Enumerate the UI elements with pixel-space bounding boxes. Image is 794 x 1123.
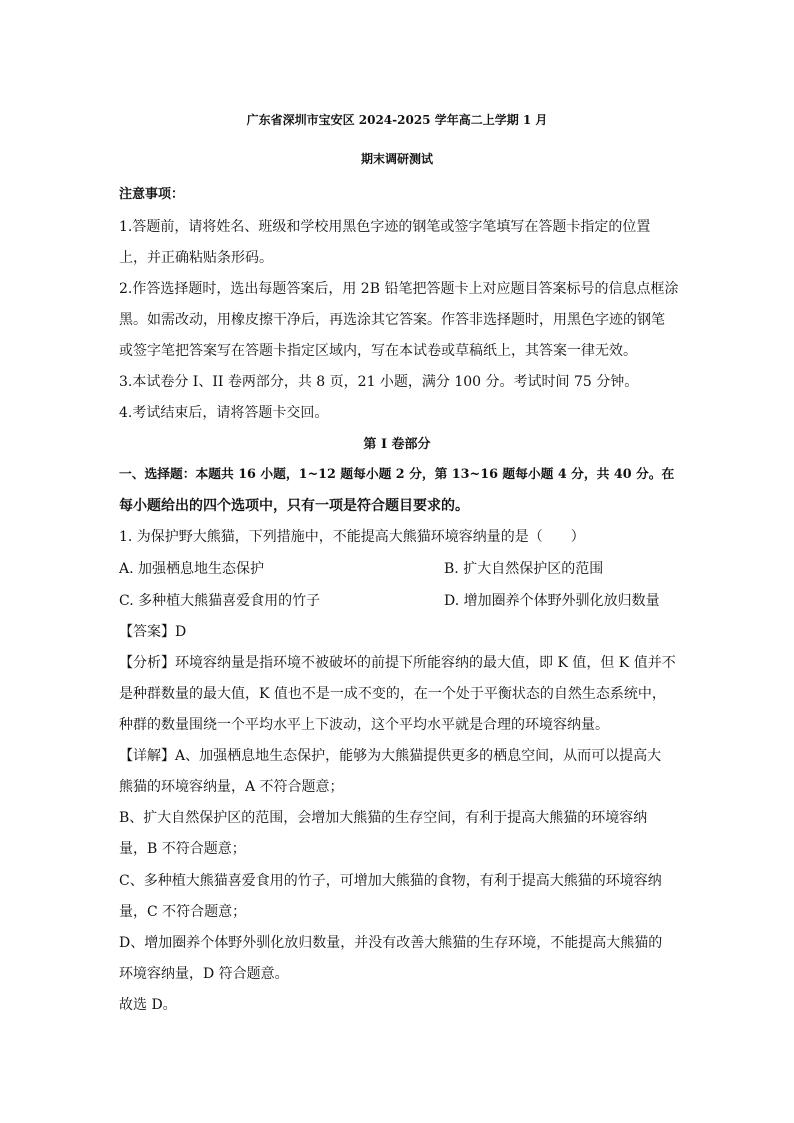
question-1-option-c: C. 多种植大熊猫喜爱食用的竹子: [119, 593, 321, 609]
notice-item-1a: 1.答题前，请将姓名、班级和学校用黑色字迹的钢笔或签字笔填写在答题卡指定的位置: [119, 219, 651, 235]
question-1-option-b: B. 扩大自然保护区的范围: [444, 561, 604, 577]
question-1-option-d: D. 增加圈养个体野外驯化放归数量: [444, 593, 660, 609]
section-heading-line1: 一、选择题：本题共 16 小题，1~12 题每小题 2 分，第 13~16 题每小题 4 分，共 40 分。在: [119, 467, 675, 482]
notice-item-2b: 黑。如需改动，用橡皮擦干净后，再选涂其它答案。作答非选择题时，用黑色字迹的钢笔: [119, 312, 665, 328]
notice-item-1b: 上，并正确粘贴条形码。: [119, 250, 273, 266]
document-title-line2: 期末调研测试: [360, 152, 433, 166]
detail-line-7: D、增加圈养个体野外驯化放归数量，并没有改善大熊猫的生存环境，不能提高大熊猫的: [119, 935, 663, 951]
detail-line-2: 熊猫的环境容纳量，A 不符合题意；: [119, 779, 344, 795]
document-title-line1: 广东省深圳市宝安区 2024-2025 学年高二上学期 1 月: [246, 113, 548, 127]
detail-line-8: 环境容纳量，D 符合题意。: [119, 966, 289, 982]
detail-line-3: B、扩大自然保护区的范围，会增加大熊猫的生存空间，有利于提高大熊猫的环境容纳: [119, 810, 648, 826]
detail-line-6: 量，C 不符合题意；: [119, 904, 247, 920]
analysis-line-2: 是种群数量的最大值，K 值也不是一成不变的，在一个处于平衡状态的自然生态系统中，: [119, 686, 666, 702]
conclusion-line: 故选 D。: [119, 997, 177, 1013]
notice-heading: 注意事项：: [119, 187, 185, 202]
notice-item-2c: 或签字笔把答案写在答题卡指定区域内，写在本试卷或草稿纸上，其答案一律无效。: [119, 343, 637, 359]
analysis-line-3: 种群的数量围绕一个平均水平上下波动，这个平均水平就是合理的环境容纳量。: [119, 717, 609, 733]
notice-item-3: 3.本试卷分 I、II 卷两部分，共 8 页，21 小题，满分 100 分。考试时间 75 分钟。: [119, 374, 639, 390]
question-1-option-a: A. 加强栖息地生态保护: [119, 561, 265, 577]
section-heading-line2: 每小题给出的四个选项中，只有一项是符合题目要求的。: [119, 498, 469, 514]
detail-line-4: 量，B 不符合题意；: [119, 841, 246, 857]
part-heading: 第 I 卷部分: [363, 437, 431, 452]
question-1-stem: 1. 为保护野大熊猫，下列措施中，不能提高大熊猫环境容纳量的是（ ）: [119, 529, 585, 545]
detail-line-1: 【详解】A、加强栖息地生态保护，能够为大熊猫提供更多的栖息空间，从而可以提高大: [119, 748, 662, 764]
analysis-line-1: 【分析】环境容纳量是指环境不被破坏的前提下所能容纳的最大值，即 K 值，但 K 值并不: [119, 655, 676, 671]
detail-line-5: C、多种植大熊猫喜爱食用的竹子，可增加大熊猫的食物，有利于提高大熊猫的环境容纳: [119, 873, 662, 889]
answer-line: 【答案】D: [119, 624, 187, 640]
notice-item-2a: 2.作答选择题时，选出每题答案后，用 2B 铅笔把答题卡上对应题目答案标号的信息点框涂: [119, 281, 679, 297]
notice-item-4: 4.考试结束后，请将答题卡交回。: [119, 405, 329, 421]
